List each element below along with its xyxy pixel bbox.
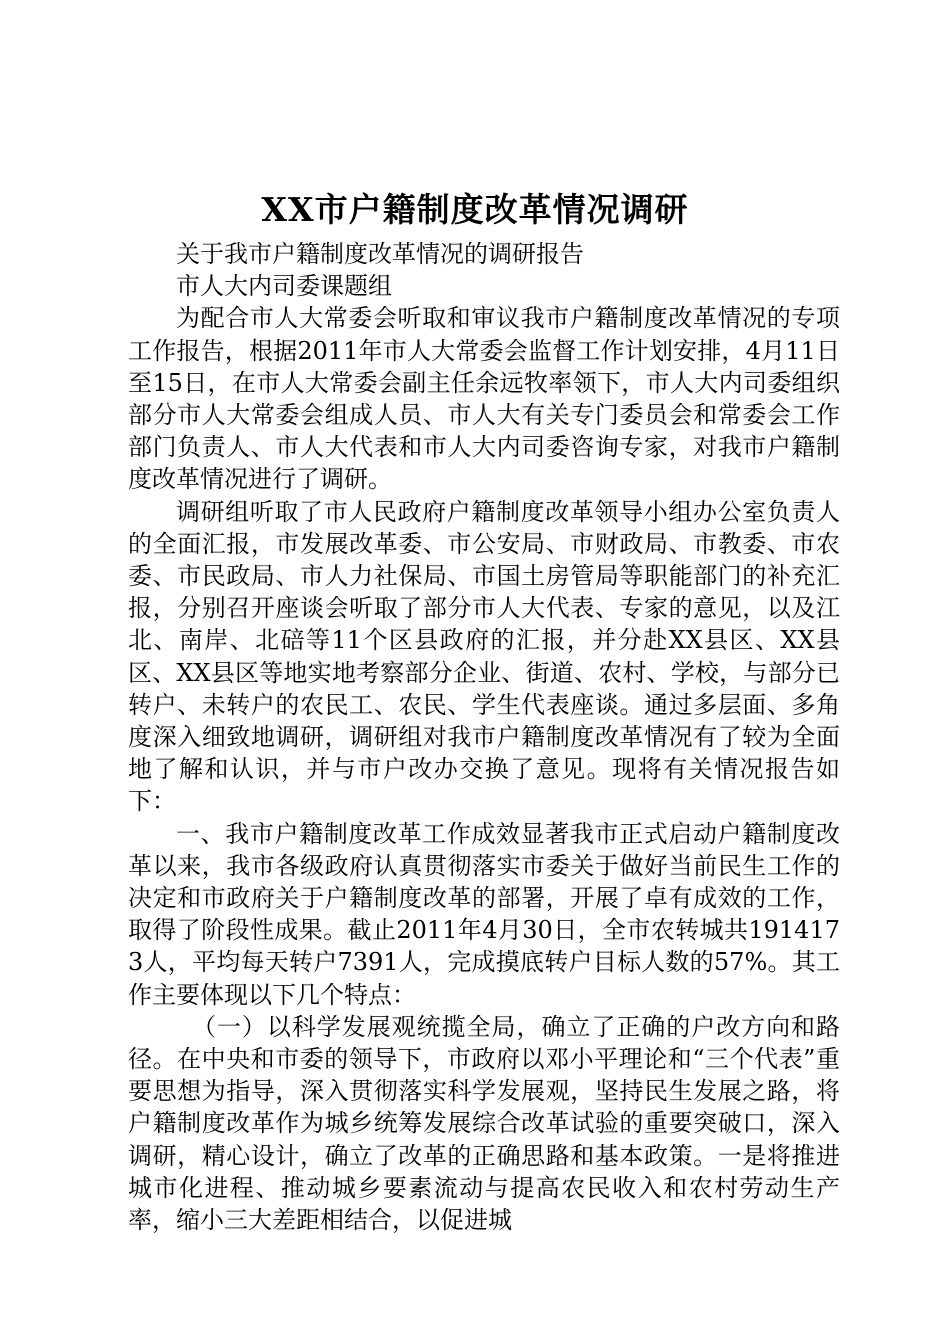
paragraph-section-one: 一、我市户籍制度改革工作成效显著我市正式启动户籍制度改革以来，我市各级政府认真贯彻落实市委关于做好当前民生工作的决定和市政府关于户籍制度改革的部署，开展了卓有成效的工作，取得了阶段性成果。截止2011年4月30日，全市农转城共1914173人，平均每天转户7391人，完成摸底转户目标人数的57%。其工作主要体现以下几个特点： <box>128 819 840 1009</box>
report-subtitle: 关于我市户籍制度改革情况的调研报告 <box>176 240 584 268</box>
paragraph-intro: 为配合市人大常委会听取和审议我市户籍制度改革情况的专项工作报告，根据2011年市人大常委会监督工作计划安排，4月11日至15日，在市人大常委会副主任余远牧率领下，市人大内司委组织部分市人大常委会组成人员、市人大有关专门委员会和常委会工作部门负责人、市人大代表和市人大内司委咨询专家，对我市户籍制度改革情况进行了调研。 <box>128 304 840 494</box>
paragraph-investigation: 调研组听取了市人民政府户籍制度改革领导小组办公室负责人的全面汇报，市发展改革委、市公安局、市财政局、市教委、市农委、市民政局、市人力社保局、市国土房管局等职能部门的补充汇报，分别召开座谈会听取了部分市人大代表、专家的意见，以及江北、南岸、北碚等11个区县政府的汇报，并分赴XX县区、XX县区、XX县区等地实地考察部分企业、街道、农村、学校，与部分已转户、未转户的农民工、农民、学生代表座谈。通过多层面、多角度深入细致地调研，调研组对我市户籍制度改革情况有了较为全面地了解和认识，并与市户改办交换了意见。现将有关情况报告如下： <box>128 497 840 816</box>
report-author: 市人大内司委课题组 <box>176 272 392 301</box>
document-body <box>128 238 840 1236</box>
document-title: XX市户籍制度改革情况调研 <box>261 190 689 229</box>
paragraph-subsection-one: （一）以科学发展观统揽全局，确立了正确的户改方向和路径。在中央和市委的领导下，市政府以邓小平理论和“三个代表”重要思想为指导，深入贯彻落实科学发展观，坚持民生发展之路，将户籍制度改革作为城乡统筹发展综合改革试验的重要突破口，深入调研，精心设计，确立了改革的正确思路和基本政策。一是将推进城市化进程、推动城乡要素流动与提高农民收入和农村劳动生产率，缩小三大差距相结合，以促进城 <box>128 1012 840 1235</box>
